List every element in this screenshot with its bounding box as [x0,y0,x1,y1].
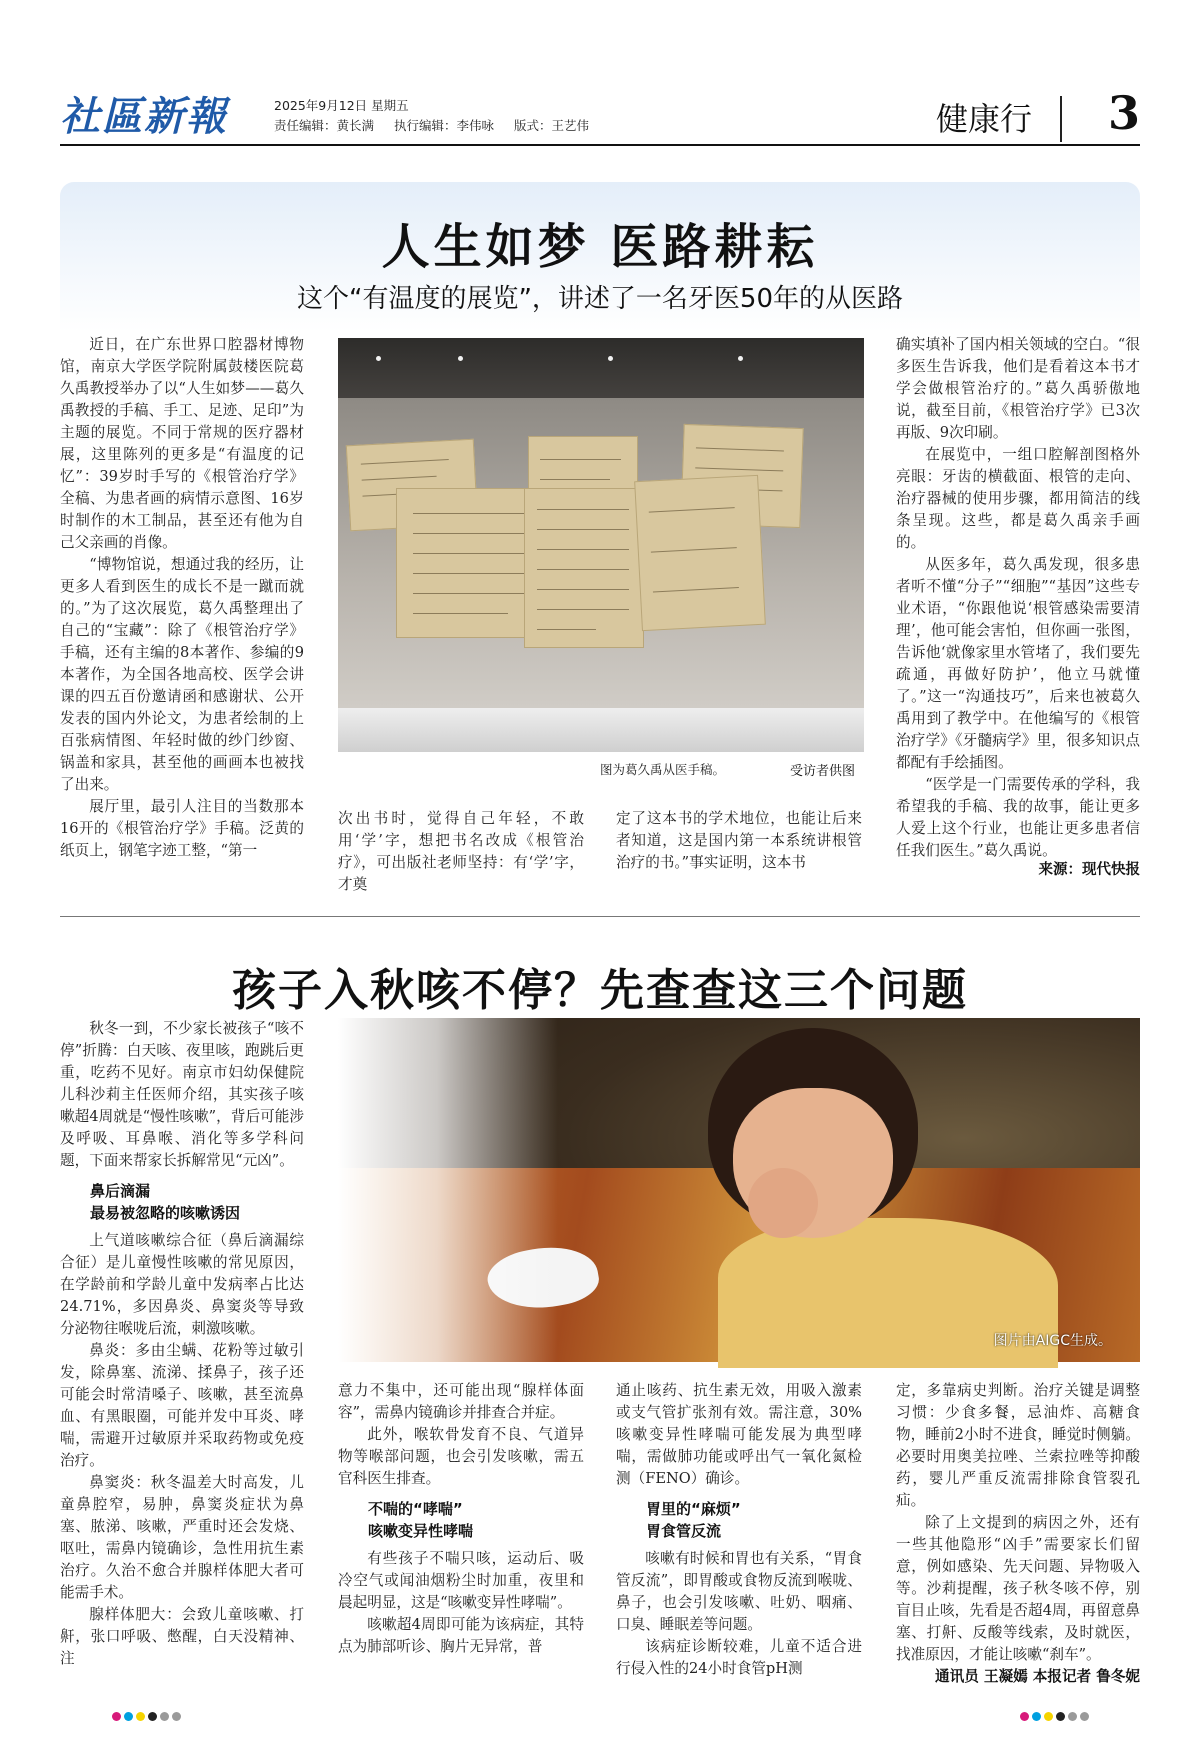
article2-paragraph: 此外，喉软骨发育不良、气道异物等喉部问题，也会引发咳嗽，需五官科医生排查。 [338,1426,584,1487]
register-marks-left [112,1706,184,1716]
subhead-line: 胃食管反流 [646,1522,722,1540]
register-dot [136,1712,145,1721]
article2-byline: 通讯员 王凝嫣 本报记者 鲁冬妮 [935,1668,1140,1685]
register-marks-right [1020,1706,1092,1716]
editor-credit: 责任编辑：黄长满 [274,118,375,133]
manuscript-photo [338,338,864,752]
article2-paragraph: 鼻炎：多由尘螨、花粉等过敏引发，除鼻塞、流涕、揉鼻子，孩子还可能会时常清嗓子、咳嗽，甚至流鼻血、有黑眼圈，可能并发中耳炎、哮喘，需避开过敏原并采取药物或免疫治疗。 [60,1342,304,1469]
article1-paragraph: 从医多年，葛久禹发现，很多患者听不懂“分子”“细胞”“基因”这些专业术语，“你跟他说‘根管感染需要清理’，他可能会害怕，但你画一张图，告诉他‘就像家里水管堵了，我们要先疏通，再做好防护’，他立马就懂了。”这一“沟通技巧”，后来也被葛久禹用到了教学中。在他编写的《根管治疗学》《牙髓病学》里，很多知识点都配有手绘插图。 [896,556,1140,771]
masthead-rule [60,144,1140,146]
masthead-separator [1060,96,1062,142]
article2-paragraph: 上气道咳嗽综合征（鼻后滴漏综合征）是儿童慢性咳嗽的常见原因，在学龄前和学龄儿童中发病率占比达24.71%，多因鼻炎、鼻窦炎等导致分泌物往喉咙后流，刺激咳嗽。 [60,1232,304,1337]
issue-meta [274,96,605,136]
article2-paragraph: 意力不集中，还可能出现“腺样体面容”，需鼻内镜确诊并排查合并症。 [338,1382,584,1421]
article2-column-4 [896,1380,1140,1718]
article1-headline: 人生如梦 医路耕耘 [381,219,819,275]
register-dot [1068,1712,1077,1721]
article1-paragraph: 次出书时，觉得自己年轻，不敢用‘学’字，想把书名改成《根管治疗》，可出版社老师坚持：有‘学’字，才奠 [338,810,584,893]
article1-column-4 [896,334,1140,879]
manuscript-sheet [524,488,644,648]
photo2-caption: 图片由AIGC生成。 [993,1333,1112,1349]
register-dot [124,1712,133,1721]
register-dot [172,1712,181,1721]
article2-paragraph: 咳嗽有时候和胃也有关系，“胃食管反流”，即胃酸或食物反流到喉咙、鼻子，也会引发咳嗽、吐奶、咽痛、口臭、睡眠差等问题。 [616,1550,862,1633]
article2-paragraph: 秋冬一到，不少家长被孩子“咳不停”折腾：白天咳、夜里咳，跑跳后更重，吃药不见好。南京市妇幼保健院儿科沙莉主任医师介绍，其实孩子咳嗽超4周就是“慢性咳嗽”，背后可能涉及呼吸、耳鼻喉、消化等多学科问题，下面来帮家长拆解常见“元凶”。 [60,1020,304,1169]
article1-paragraph: 展厅里，最引人注目的当数那本16开的《根管治疗学》手稿。泛黄的纸页上，钢笔字迹工整，“第一 [60,798,304,859]
article-divider [60,916,1140,917]
exec-editor-credit: 执行编辑：李伟咏 [394,118,495,133]
layout-credit: 版式：王艺伟 [514,118,590,133]
article1-paragraph: 确实填补了国内相关领域的空白。“很多医生告诉我，他们是看着这本书才学会做根管治疗的。”葛久禹骄傲地说，截至目前，《根管治疗学》已3次再版、9次印刷。 [896,336,1140,441]
register-dot [1056,1712,1065,1721]
register-dot [160,1712,169,1721]
article1-paragraph: 近日，在广东世界口腔器材博物馆，南京大学医学院附属鼓楼医院葛久禹教授举办了以“人生如梦——葛久禹教授的手稿、手工、足迹、足印”为主题的展览。不同于常规的医疗器材展，这里陈列的更多是“有温度的记忆”：39岁时手写的《根管治疗学》全稿、为患者画的病情示意图、16岁时制作的木工制品，甚至还有他为自己父亲画的肖像。 [60,336,304,551]
light-dot [738,356,743,361]
register-dot [1020,1712,1029,1721]
photo-wall [338,338,864,400]
article1-paragraph: “医学是一门需要传承的学科，我希望我的手稿、我的故事，能让更多人爱上这个行业，也能让更多患者信任我们医生。”葛久禹说。 [896,776,1140,859]
child-hand [748,1168,818,1238]
article2-headline: 孩子入秋咳不停？先查查这三个问题 [232,965,968,1016]
tooth-diagram-sheet [634,475,766,631]
register-dot [1032,1712,1041,1721]
child-coughing-photo [338,1018,1140,1362]
article1-column-2 [338,808,584,893]
article2-paragraph: 鼻窦炎：秋冬温差大时高发，儿童鼻腔窄，易肿，鼻窦炎症状为鼻塞、脓涕、咳嗽，严重时还会发烧、呕吐，需鼻内镜确诊，急性用抗生素治疗。久治不愈合并腺样体肥大者可能需手术。 [60,1474,304,1601]
article1-column-3 [616,808,862,878]
photo1-credit: 受访者供图 [790,764,856,779]
light-dot [458,356,463,361]
case-frame [338,708,864,752]
photo-fade [338,1018,558,1362]
article1-subheadline: 这个“有温度的展览”，讲述了一名牙医50年的从医路 [296,284,904,314]
article2-paragraph: 定，多靠病史判断。治疗关键是调整习惯：少食多餐，忌油炸、高糖食物，睡前2小时不进食，睡觉时侧躺。必要时用奥美拉唑、兰索拉唑等抑酸药，婴儿严重反流需排除食管裂孔疝。 [896,1382,1140,1509]
issue-date: 2025年9月12日 星期五 [274,98,409,113]
subhead-line: 最易被忽略的咳嗽诱因 [90,1204,241,1222]
register-dot [1044,1712,1053,1721]
article1-paragraph: 定了这本书的学术地位，也能让后来者知道，这是国内第一本系统讲根管治疗的书。”事实证明，这本书 [616,810,862,871]
article2-subhead [338,1498,584,1542]
light-dot [608,356,613,361]
masthead [60,86,1140,142]
photo1-caption: 图为葛久禹从医手稿。 [600,762,726,777]
article1-paragraph: 在展览中，一组口腔解剖图格外亮眼：牙齿的横截面、根管的走向、治疗器械的使用步骤，都用简洁的线条呈现。这些，都是葛久禹亲手画的。 [896,446,1140,551]
subhead-line: 胃里的“麻烦” [646,1500,741,1518]
article2-column-3 [616,1380,862,1718]
article1-source: 来源：现代快报 [1038,862,1140,878]
article2-paragraph: 该病症诊断较难，儿童不适合进行侵入性的24小时食管pH测 [616,1638,862,1677]
register-dot [1080,1712,1089,1721]
section-name: 健康行 [935,100,1032,138]
subhead-line: 不喘的“哮喘” [368,1500,463,1518]
article2-paragraph: 通止咳药、抗生素无效，用吸入激素或支气管扩张剂有效。需注意，30%咳嗽变异性哮喘可能发展为典型哮喘，需做肺功能或呼出气一氧化氮检测（FENO）确诊。 [616,1382,862,1487]
article2-column-2 [338,1380,584,1718]
subhead-line: 鼻后滴漏 [90,1182,151,1200]
subhead-line: 咳嗽变异性哮喘 [368,1522,474,1540]
register-dot [148,1712,157,1721]
article2-subhead [60,1180,304,1224]
light-dot [376,356,381,361]
article2-paragraph: 咳嗽超4周即可能为该病症，其特点为肺部听诊、胸片无异常，普 [338,1616,584,1655]
article2-column-1 [60,1018,304,1718]
article2-paragraph: 除了上文提到的病因之外，还有一些其他隐形“凶手”需要家长们留意，例如感染、先天问题、异物吸入等。沙莉提醒，孩子秋冬咳不停，别盲目止咳，先看是否超4周，再留意鼻塞、打鼾、反酸等线索，及时就医，找准原因，才能让咳嗽“刹车”。 [896,1514,1140,1663]
newspaper-logo: 社區新報 [60,93,228,140]
article2-subhead [616,1498,862,1542]
article1-column-1 [60,334,304,874]
article2-paragraph: 腺样体肥大：会致儿童咳嗽、打鼾，张口呼吸、憋醒，白天没精神、注 [60,1606,304,1667]
article2-paragraph: 有些孩子不喘只咳，运动后、吸冷空气或闻油烟粉尘时加重，夜里和晨起明显，这是“咳嗽变异性哮喘”。 [338,1550,584,1611]
register-dot [112,1712,121,1721]
page-number: 3 [1107,86,1140,140]
article1-paragraph: “博物馆说，想通过我的经历，让更多人看到医生的成长不是一蹴而就的。”为了这次展览，葛久禹整理出了自己的“宝藏”：除了《根管治疗学》手稿，还有主编的8本著作、参编的9本著作，为全国各地高校、医学会讲课的四五百份邀请函和感谢状、公开发表的国内外论文，为患者绘制的上百张病情图、年轻时做的纱门纱窗、锅盖和家具，甚至他的画画本也被找了出来。 [60,556,304,793]
